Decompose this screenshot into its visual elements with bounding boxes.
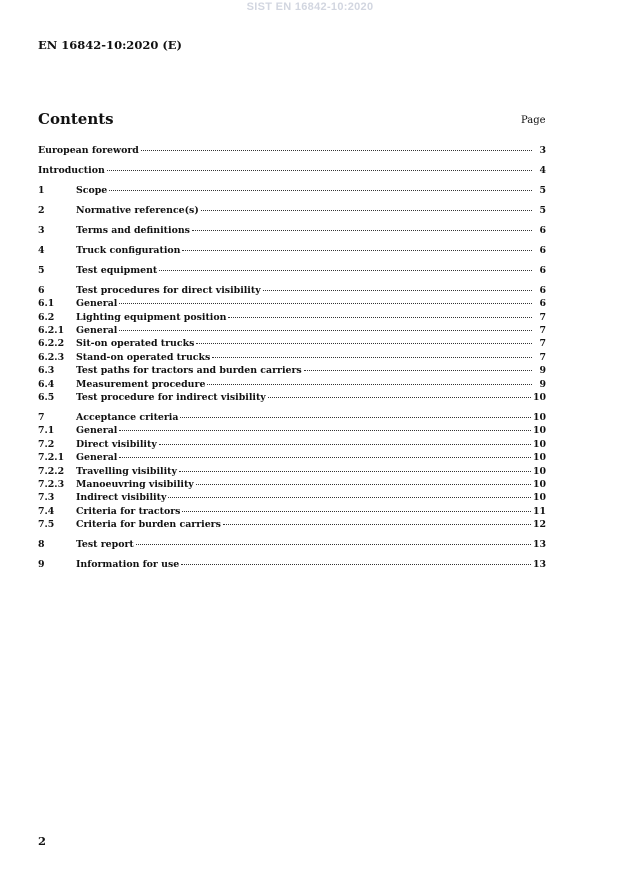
- toc-entry-title: Indirect visibility: [76, 492, 167, 504]
- toc-dot-leader: [119, 303, 532, 304]
- toc-entry-number: 5: [38, 264, 45, 276]
- toc-entry-page: 9: [539, 378, 546, 390]
- toc-dot-leader: [119, 430, 531, 431]
- toc-dot-leader: [107, 170, 532, 171]
- toc-entry[interactable]: [38, 324, 546, 337]
- toc-entry-title: General: [76, 425, 118, 437]
- toc-entry-number: 7.4: [38, 505, 55, 517]
- toc-entry-title: Stand-on operated trucks: [76, 351, 211, 363]
- toc-entry-page: 10: [532, 438, 546, 450]
- toc-entry-number: 7: [38, 412, 45, 423]
- toc-entry-number: 7.2.2: [38, 465, 65, 477]
- toc-entry[interactable]: [38, 378, 546, 391]
- toc-dot-leader: [182, 511, 531, 512]
- toc-entry-page: 6: [539, 298, 546, 310]
- toc-entry-title: Test procedures for direct visibility: [76, 284, 261, 296]
- toc-entry-title: Acceptance criteria: [76, 412, 179, 423]
- toc-dot-leader: [159, 270, 532, 271]
- toc-entry-title: General: [76, 325, 118, 337]
- toc-dot-leader: [207, 384, 532, 385]
- toc-entry-title: Normative reference(s): [76, 204, 199, 216]
- toc-entry[interactable]: [38, 264, 546, 277]
- toc-entry-number: 7.1: [38, 425, 55, 437]
- toc-entry-number: 6.2.1: [38, 325, 65, 337]
- toc-entry[interactable]: [38, 337, 546, 350]
- toc-entry[interactable]: [38, 424, 546, 437]
- toc-entry[interactable]: [38, 224, 546, 237]
- toc-dot-leader: [201, 210, 532, 211]
- toc-entry-page: 13: [532, 559, 546, 571]
- toc-entry-page: 13: [532, 539, 546, 551]
- toc-entry-title: Information for use: [76, 559, 180, 571]
- toc-dot-leader: [159, 444, 531, 445]
- toc-entry-page: 7: [539, 311, 546, 323]
- toc-entry-number: 6.2.2: [38, 338, 65, 350]
- toc-entry-number: 6.2: [38, 311, 55, 323]
- toc-entry-title: Criteria for burden carriers: [76, 519, 221, 531]
- toc-dot-leader: [136, 544, 531, 545]
- toc-entry-page: 7: [539, 325, 546, 337]
- toc-entry[interactable]: [38, 491, 546, 504]
- document-id: EN 16842-10:2020 (E): [38, 38, 182, 52]
- toc-entry-number: 7.3: [38, 492, 55, 504]
- toc-entry-page: 10: [532, 392, 546, 404]
- toc-entry-title: European foreword: [38, 145, 139, 156]
- toc-entry-title: Introduction: [38, 164, 105, 176]
- toc-entry[interactable]: [38, 465, 546, 478]
- toc-entry-title: Measurement procedure: [76, 378, 206, 390]
- toc-entry[interactable]: [38, 184, 546, 197]
- contents-heading: Contents: [38, 110, 114, 128]
- toc-dot-leader: [182, 250, 532, 251]
- toc-entry-number: 6.3: [38, 365, 55, 377]
- toc-entry-page: 5: [539, 204, 546, 216]
- toc-dot-leader: [196, 343, 532, 344]
- page-number: 2: [38, 834, 47, 848]
- toc-entry-title: Sit-on operated trucks: [76, 338, 195, 350]
- toc-entry-page: 10: [532, 425, 546, 437]
- toc-entry-title: General: [76, 452, 118, 464]
- toc-entry-page: 10: [532, 478, 546, 490]
- toc-entry[interactable]: [38, 538, 546, 551]
- toc-entry-title: Manoeuvring visibility: [76, 478, 194, 490]
- toc-entry[interactable]: [38, 297, 546, 310]
- toc-dot-leader: [223, 524, 531, 525]
- toc-entry-title: Lighting equipment position: [76, 311, 227, 323]
- toc-entry[interactable]: [38, 438, 546, 451]
- toc-entry-number: 6.4: [38, 378, 55, 390]
- toc-entry-number: 6: [38, 284, 45, 296]
- toc-entry-page: 6: [539, 224, 546, 236]
- toc-entry-page: 9: [539, 365, 546, 377]
- toc-entry[interactable]: [38, 144, 546, 157]
- toc-entry-title: Scope: [76, 184, 108, 196]
- toc-entry-number: 6.1: [38, 298, 55, 310]
- toc-entry-number: 1: [38, 184, 45, 196]
- toc-entry-title: Test report: [76, 539, 134, 551]
- toc-entry[interactable]: [38, 411, 546, 424]
- toc-entry-number: 7.2.3: [38, 478, 65, 490]
- toc-entry-number: 6.2.3: [38, 351, 65, 363]
- toc-dot-leader: [141, 150, 532, 151]
- toc-entry-title: Travelling visibility: [76, 465, 177, 477]
- toc-dot-leader: [181, 564, 531, 565]
- toc-entry[interactable]: [38, 204, 546, 217]
- toc-dot-leader: [168, 497, 531, 498]
- toc-entry-page: 12: [532, 519, 546, 531]
- toc-entry-page: 3: [539, 145, 546, 156]
- watermark: SIST EN 16842-10:2020: [246, 1, 374, 13]
- toc-entry[interactable]: [38, 311, 546, 324]
- toc-entry-page: 10: [532, 452, 546, 464]
- toc-dot-leader: [304, 370, 532, 371]
- toc-dot-leader: [119, 330, 532, 331]
- toc-entry[interactable]: [38, 518, 546, 531]
- toc-entry[interactable]: [38, 558, 546, 571]
- toc-dot-leader: [268, 397, 531, 398]
- toc-dot-leader: [192, 230, 532, 231]
- toc-entry[interactable]: [38, 451, 546, 464]
- toc-entry-page: 5: [539, 184, 546, 196]
- toc-entry-page: 6: [539, 284, 546, 296]
- toc-dot-leader: [109, 190, 532, 191]
- toc-dot-leader: [212, 357, 532, 358]
- toc-entry-title: Test paths for tractors and burden carriers: [76, 365, 302, 377]
- toc-entry-title: Truck configuration: [76, 244, 181, 256]
- toc-entry[interactable]: [38, 244, 546, 257]
- toc-entry[interactable]: [38, 391, 546, 404]
- toc-dot-leader: [228, 317, 532, 318]
- toc-entry-number: 7.2: [38, 438, 55, 450]
- toc-dot-leader: [196, 484, 531, 485]
- toc-entry-title: Criteria for tractors: [76, 505, 181, 517]
- toc-entry-title: Test equipment: [76, 264, 158, 276]
- page-column-label: Page: [521, 115, 546, 126]
- toc-entry-title: Test procedure for indirect visibility: [76, 392, 266, 404]
- toc-entry-page: 10: [532, 492, 546, 504]
- toc-entry-title: General: [76, 298, 118, 310]
- toc-entry-page: 6: [539, 264, 546, 276]
- toc-entry-number: 7.5: [38, 519, 55, 531]
- toc-entry-number: 7.2.1: [38, 452, 65, 464]
- toc-dot-leader: [119, 457, 531, 458]
- toc-entry-number: 4: [38, 244, 45, 256]
- toc-entry[interactable]: [38, 505, 546, 518]
- toc-entry-page: 7: [539, 338, 546, 350]
- toc-entry-page: 11: [532, 505, 546, 517]
- toc-entry[interactable]: [38, 351, 546, 364]
- toc-entry[interactable]: [38, 164, 546, 177]
- toc-entry-number: 9: [38, 559, 45, 571]
- toc-entry-number: 2: [38, 204, 45, 216]
- toc-entry-number: 3: [38, 224, 45, 236]
- toc-entry-title: Terms and definitions: [76, 224, 190, 236]
- toc-entry-page: 4: [539, 164, 546, 176]
- toc-entry-number: 6.5: [38, 392, 55, 404]
- toc-entry[interactable]: [38, 364, 546, 377]
- toc-dot-leader: [179, 471, 531, 472]
- toc-entry-page: 6: [539, 244, 546, 256]
- toc-entry-number: 8: [38, 539, 45, 551]
- table-of-contents: [38, 144, 546, 571]
- toc-dot-leader: [263, 290, 532, 291]
- toc-entry[interactable]: [38, 478, 546, 491]
- toc-entry-page: 10: [532, 465, 546, 477]
- toc-entry-page: 10: [532, 412, 546, 423]
- toc-entry-title: Direct visibility: [76, 438, 157, 450]
- toc-entry-page: 7: [539, 351, 546, 363]
- toc-entry[interactable]: [38, 284, 546, 297]
- toc-dot-leader: [180, 417, 531, 418]
